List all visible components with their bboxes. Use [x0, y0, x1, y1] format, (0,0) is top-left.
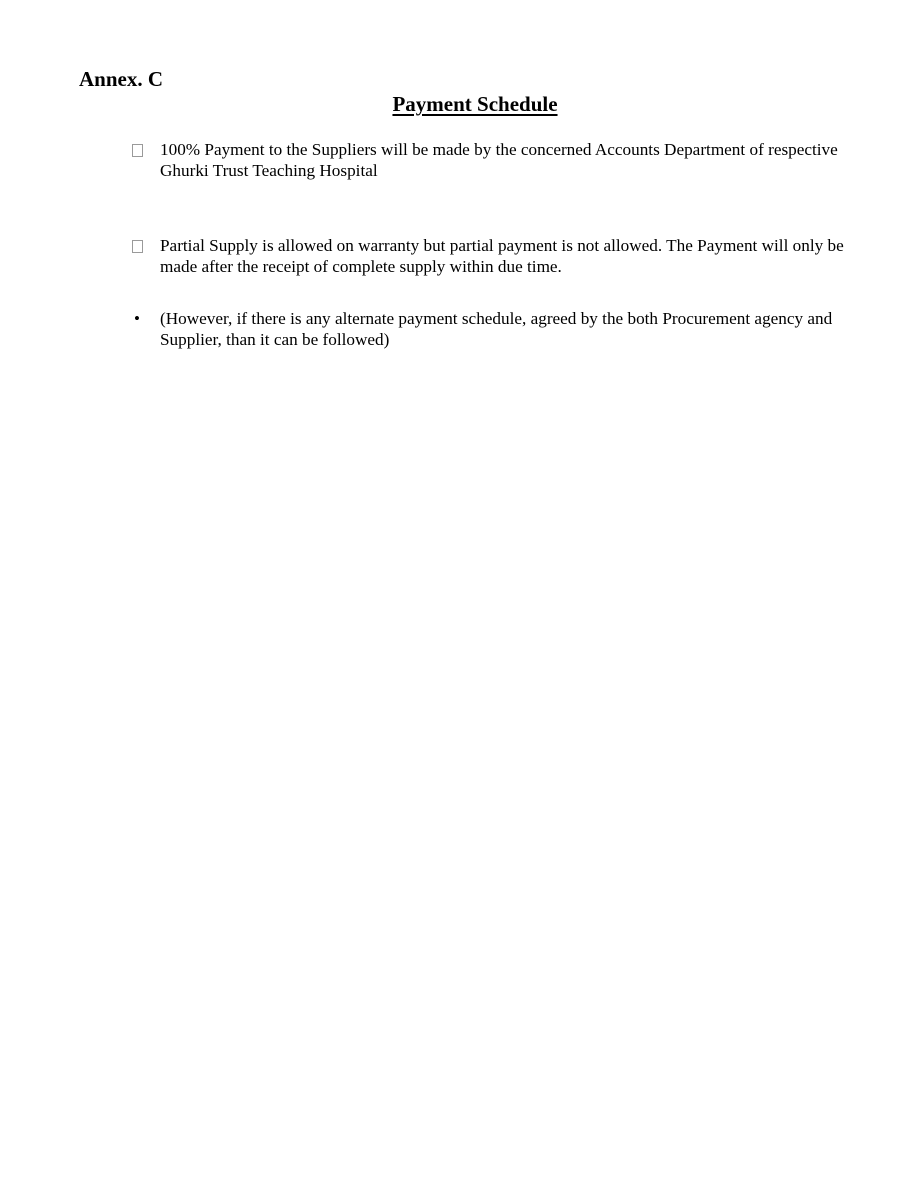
list-item-text: (However, if there is any alternate payment schedule, agreed by the both Procurement agency and Supplier, than it can be followed)	[160, 309, 833, 349]
page-title: Payment Schedule	[392, 92, 558, 116]
box-bullet-icon	[130, 139, 144, 162]
box-bullet-icon	[130, 235, 144, 258]
dot-bullet-icon: •	[134, 309, 140, 328]
annex-label: Annex. C	[79, 67, 164, 91]
list-item-text: 100% Payment to the Suppliers will be made by the concerned Accounts Department of respective Ghurki Trust Teaching Hospital	[160, 140, 838, 180]
list-item-text: Partial Supply is allowed on warranty but partial payment is not allowed. The Payment will only be made after the receipt of complete supply within due time.	[160, 236, 844, 276]
